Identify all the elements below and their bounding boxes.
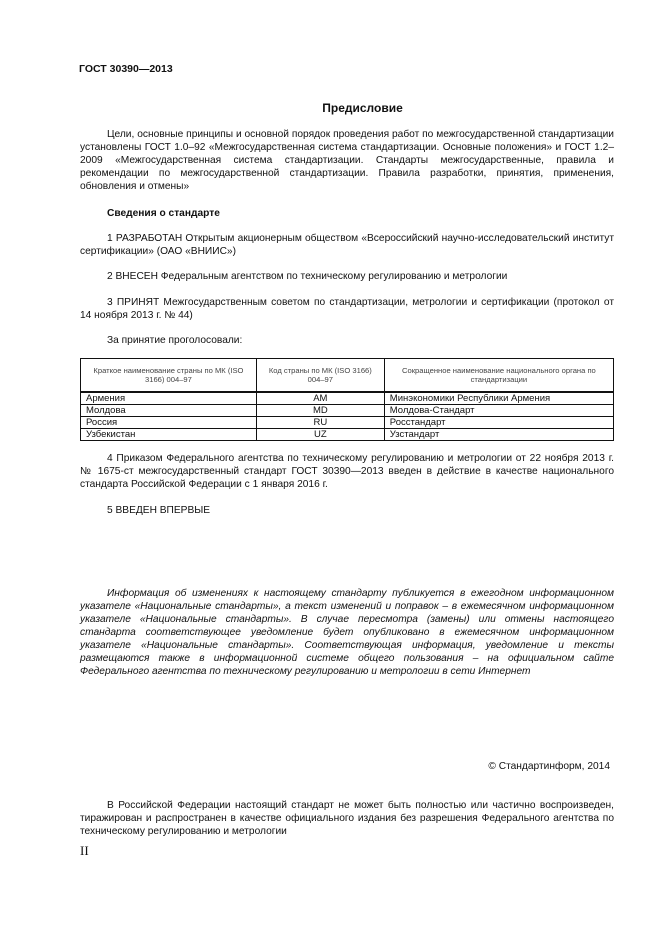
item-adopted: 3 ПРИНЯТ Межгосударственным советом по стандартизации, метрологии и сертификации (протокол от 14 ноября 2013 г. № 44): [80, 297, 614, 321]
table-row: [81, 417, 614, 429]
page-number: II: [80, 843, 89, 858]
item-first-introduced: 5 ВВЕДЕН ВПЕРВЫЕ: [107, 505, 211, 516]
table-header-authority: Сокращенное наименование национального органа по стандартизации: [384, 359, 613, 393]
item-enacted: 4 Приказом Федерального агентства по техническому регулированию и метрологии от 22 ноября 2013 г. № 1675-ст межгосударственный стандарт ГОСТ 30390—2013 введен в действие в качестве национального стандарта Российской Федерации с 1 января 2016 г.: [80, 453, 614, 490]
table-cell-code: MD: [256, 405, 384, 417]
table-cell-country: Узбекистан: [81, 429, 257, 441]
table-header-row: [81, 359, 614, 393]
table-cell-code: UZ: [256, 429, 384, 441]
legal-notice: В Российской Федерации настоящий стандарт не может быть полностью или частично воспроизведен, тиражирован и распространен в качестве официального издания без разрешения Федерального агентства по техническому регулированию и метрологии: [80, 800, 614, 837]
table-cell-country: Молдова: [81, 405, 257, 417]
table-row: [81, 429, 614, 441]
intro-paragraph: Цели, основные принципы и основной порядок проведения работ по межгосударственной стандартизации установлены ГОСТ 1.0–92 «Межгосударственная система стандартизации. Основные положения» и ГОСТ 1.2–2009 «Межгосударственная система стандартизации. Стандарты межгосударственные, правила и рекомендации по межгосударственной стандартизации. Правила разработки, принятия, применения, обновления и отмены»: [80, 129, 614, 192]
table-cell-authority: Минэкономики Республики Армения: [384, 392, 613, 405]
table-cell-country: Россия: [81, 417, 257, 429]
table-header-country: Краткое наименование страны по МК (ISO 3166) 004–97: [81, 359, 257, 393]
table-cell-code: AM: [256, 392, 384, 405]
item-developed: 1 РАЗРАБОТАН Открытым акционерным обществом «Всероссийский научно-исследовательский институт сертификации» (ОАО «ВНИИС»): [80, 233, 614, 257]
table-header-code: Код страны по МК (ISO 3166) 004–97: [256, 359, 384, 393]
item-submitted: 2 ВНЕСЕН Федеральным агентством по техническому регулированию и метрологии: [107, 271, 508, 282]
table-row: [81, 392, 614, 405]
info-notice: Информация об изменениях к настоящему стандарту публикуется в ежегодном информационном указателе «Национальные стандарты», а текст изменений и поправок – в ежемесячном информационном указателе «Национальные стандарты». В случае пересмотра (замены) или отмены настоящего стандарта соответствующее уведомление будет опубликовано в ежемесячном информационном указателе «Национальные стандарты». Соответствующая информация, уведомление и тексты размещаются также в информационной системе общего пользования – на официальном сайте Федерального агентства по техническому регулированию и метрологии в сети Интернет: [80, 588, 614, 677]
table-cell-country: Армения: [81, 392, 257, 405]
page-title: Предисловие: [322, 101, 403, 115]
voting-table: [80, 358, 614, 441]
table-cell-code: RU: [256, 417, 384, 429]
table-cell-authority: Молдова-Стандарт: [384, 405, 613, 417]
copyright: © Стандартинформ, 2014: [488, 761, 610, 772]
table-cell-authority: Узстандарт: [384, 429, 613, 441]
document-header: ГОСТ 30390—2013: [79, 63, 173, 75]
vote-intro: За принятие проголосовали:: [107, 335, 243, 346]
table-row: [81, 405, 614, 417]
table-cell-authority: Росстандарт: [384, 417, 613, 429]
section-heading: Сведения о стандарте: [107, 208, 220, 219]
